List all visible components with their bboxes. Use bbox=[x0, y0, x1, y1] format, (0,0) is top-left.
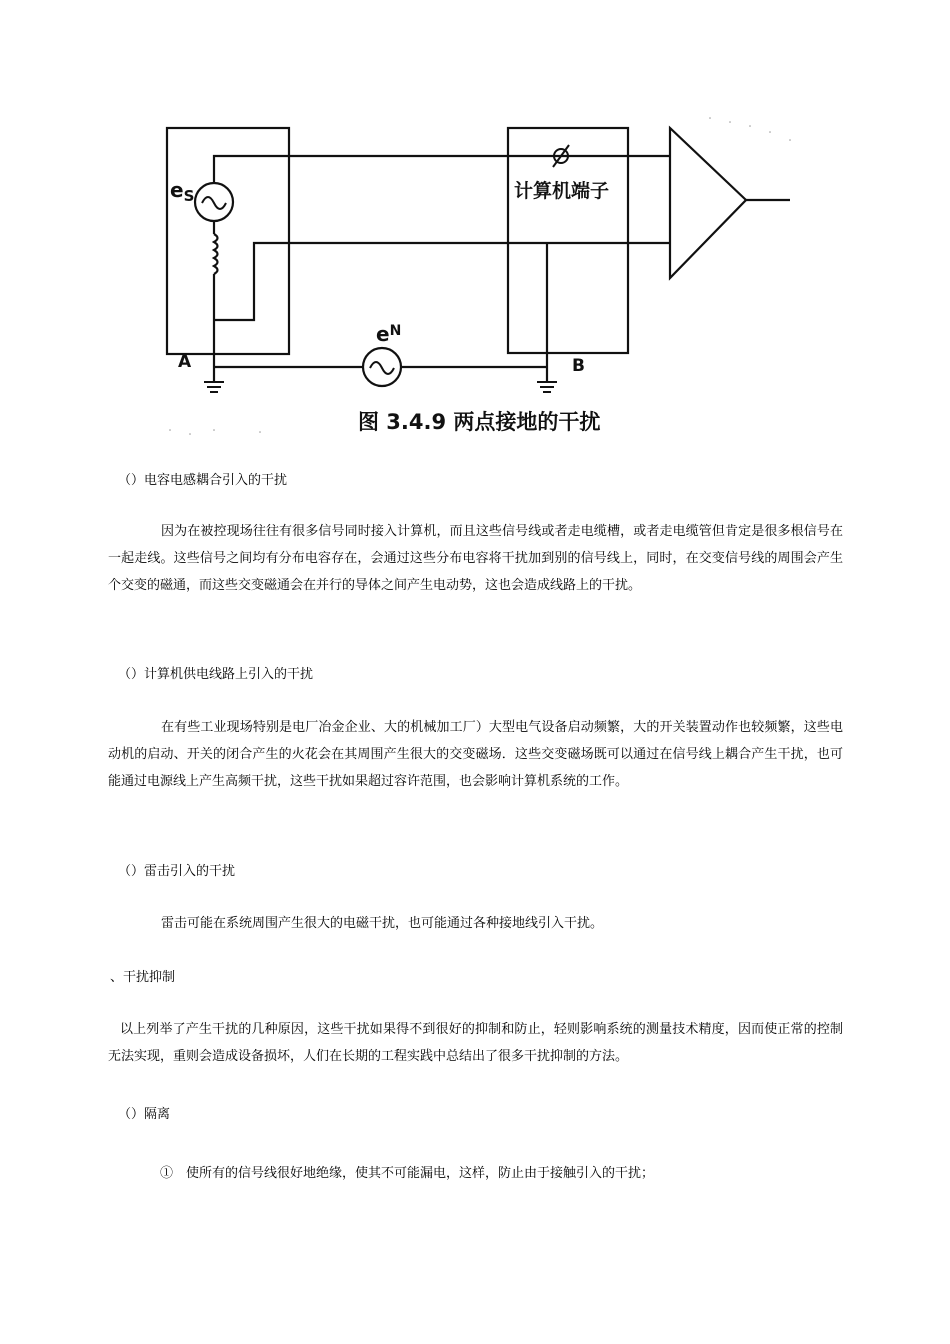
point-a-label: A bbox=[178, 352, 192, 372]
section-heading-coupling: （）电容电感耦合引入的干扰 bbox=[118, 473, 288, 488]
section-heading-power: （）计算机供电线路上引入的干扰 bbox=[118, 667, 314, 682]
sine-icon bbox=[202, 197, 226, 209]
inductor-coil bbox=[214, 234, 218, 274]
ground-symbol-a bbox=[204, 382, 224, 392]
paragraph-power: 在有些工业现场特别是电厂冶金企业、大的机械加工厂）大型电气设备启动频繁，大的开关装置动作也较频繁，这些电动机的启动、开关的闭合产生的火花会在其周围产生很大的交变磁场．这些交变磁场既可以通过在信号线上耦合产生干扰，也可能通过电源线上产生高频干扰，这些干扰如果超过容许范围，也会影响计算机系统的工作。 bbox=[108, 720, 843, 789]
noise-label: $e^N$ bbox=[376, 322, 402, 346]
signal-line-bottom bbox=[214, 243, 670, 320]
figure-caption: 图 3.4.9 两点接地的干扰 bbox=[358, 410, 601, 434]
paragraph-lightning: 雷击可能在系统周围产生很大的电磁干扰，也可能通过各种接地线引入干扰。 bbox=[161, 916, 604, 931]
point-b-label: B bbox=[572, 356, 585, 376]
list-item-insulation: ① 使所有的信号线很好地绝缘，使其不可能漏电，这样，防止由于接触引入的干扰； bbox=[160, 1166, 655, 1181]
terminal-label: 计算机端子 bbox=[514, 180, 610, 202]
sine-icon bbox=[370, 362, 394, 374]
computer-enclosure bbox=[508, 128, 628, 353]
ground-symbol-b bbox=[537, 382, 557, 392]
circuit-figure bbox=[150, 100, 810, 445]
amplifier bbox=[670, 128, 746, 278]
circuit-diagram bbox=[150, 100, 810, 445]
paragraph-coupling: 因为在被控现场往往有很多信号同时接入计算机，而且这些信号线或者走电缆槽，或者走电缆管但肯定是很多根信号在一起走线。这些信号之间均有分布电容存在，会通过这些分布电容将干扰加到别的信号线上，同时，在交变信号线的周围会产生个交变的磁通，而这些交变磁通会在并行的导体之间产生电动势，这也会造成线路上的干扰。 bbox=[108, 524, 843, 593]
paragraph-suppression: 以上列举了产生干扰的几种原因，这些干扰如果得不到很好的抑制和防止，轻则影响系统的测量技术精度，因而使正常的控制无法实现，重则会造成设备损坏，人们在长期的工程实践中总结出了很多干扰抑制的方法。 bbox=[108, 1022, 843, 1064]
section-heading-suppression: 、干扰抑制 bbox=[110, 970, 176, 985]
source-label: $e_S$ bbox=[170, 178, 195, 205]
section-heading-lightning: （）雷击引入的干扰 bbox=[118, 864, 236, 879]
section-heading-isolation: （）隔离 bbox=[118, 1107, 171, 1122]
